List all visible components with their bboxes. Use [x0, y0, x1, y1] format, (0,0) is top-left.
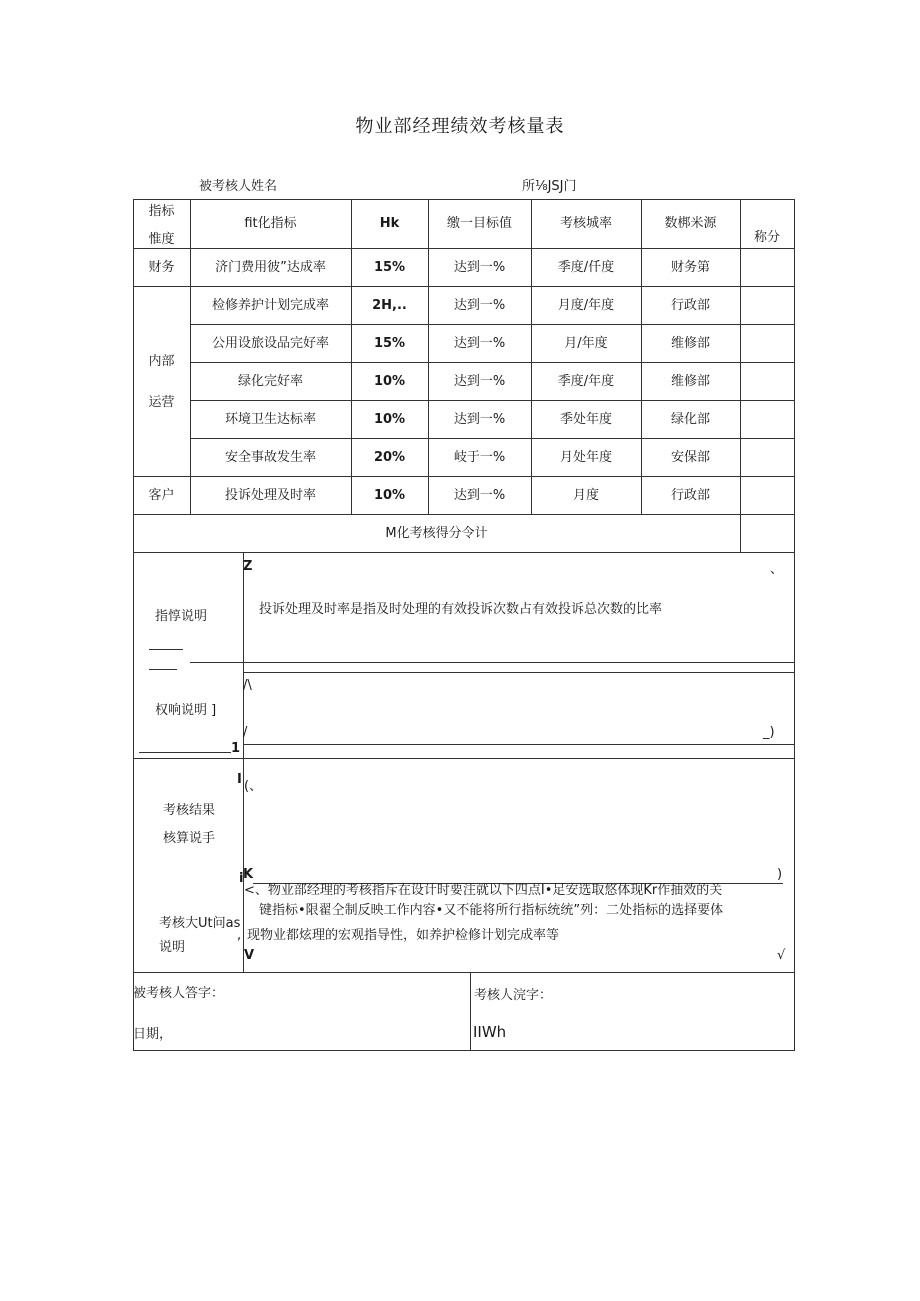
table-line	[794, 199, 795, 1051]
other-note-mark: √	[777, 948, 786, 963]
row-source: 安保部	[670, 450, 710, 465]
other-note-text: <、物业部经理的考核指斥在设计时要注就以下四点I•足安选取悠体现Kr作抽效的关	[244, 883, 723, 898]
row-target: 达到一%	[453, 374, 506, 389]
result-note-label: 考核结果	[163, 803, 216, 818]
header-source: 数梆米源	[664, 216, 717, 231]
row-weight: 20%	[373, 450, 406, 465]
table-line	[133, 514, 795, 515]
table-line	[243, 744, 795, 745]
table-line	[190, 362, 795, 363]
row-dimension: 财务	[148, 260, 175, 275]
row-indicator: 公用设旅设品完好率	[211, 336, 329, 351]
table-line	[133, 248, 795, 249]
assessor-signature-value: IIWh	[473, 1023, 507, 1041]
header-dimension: 指标	[148, 204, 175, 219]
table-line	[641, 199, 642, 514]
table-line	[243, 552, 244, 972]
assessee-name-label: 被考核人姓名	[199, 179, 278, 194]
underline-stub	[149, 669, 177, 670]
table-line	[133, 972, 795, 973]
underline-stub	[149, 649, 183, 650]
weight-note-mark: /	[243, 725, 248, 740]
header-score: 称分	[753, 230, 780, 245]
row-frequency: 月度	[572, 488, 599, 503]
row-indicator: 环境卫生达标率	[224, 412, 316, 427]
table-line	[190, 438, 795, 439]
table-line	[243, 672, 795, 673]
table-line	[133, 758, 795, 759]
total-score-label: M化考核得分令计	[385, 526, 488, 541]
result-note-mark: )	[777, 867, 783, 882]
indicator-note-mark: Z	[243, 559, 253, 574]
other-note-label: 说明	[159, 940, 186, 955]
table-line	[470, 972, 471, 1050]
row-frequency: 月/年度	[564, 336, 608, 351]
row-frequency: 月处年度	[559, 450, 612, 465]
header-dimension: 惟度	[148, 232, 175, 247]
row-weight: 2H,..	[372, 298, 407, 313]
row-source: 行政部	[670, 488, 710, 503]
row-source: 维修部	[670, 374, 710, 389]
row-target: 达到一%	[453, 260, 506, 275]
dimension-internal-ops: 内部	[148, 354, 175, 369]
row-weight: 10%	[373, 488, 406, 503]
weight-note-label: 权响说明 ]	[155, 703, 217, 718]
row-frequency: 季处年度	[559, 412, 612, 427]
row-weight: 15%	[373, 260, 406, 275]
table-line	[428, 199, 429, 514]
row-source: 维修部	[670, 336, 710, 351]
table-line	[531, 199, 532, 514]
row-frequency: 季度/仟度	[557, 260, 615, 275]
table-line	[190, 324, 795, 325]
row-indicator: 安全事故发生率	[224, 450, 316, 465]
row-target: 达到一%	[453, 488, 506, 503]
row-indicator: 投诉处理及时率	[224, 488, 316, 503]
row-indicator: 济门费用彼”达成率	[215, 260, 326, 275]
row-weight: 10%	[373, 412, 406, 427]
indicator-note-mark: 、	[770, 562, 784, 577]
other-note-mark: V	[244, 948, 255, 963]
row-weight: 10%	[373, 374, 406, 389]
header-frequency: 考核城率	[559, 216, 612, 231]
table-line	[190, 662, 795, 663]
row-source: 行政部	[670, 298, 710, 313]
row-indicator: 绿化完好率	[237, 374, 303, 389]
table-line	[133, 199, 795, 200]
indicator-note-text: 投诉处理及时率是指及时处理的有效投诉次数占有效投诉总次数的比率	[259, 602, 663, 617]
other-note-mark: ,	[237, 928, 242, 943]
dimension-internal-ops: 运营	[148, 395, 175, 410]
table-line	[190, 400, 795, 401]
row-target: 岐于一%	[453, 450, 506, 465]
table-line	[351, 199, 352, 514]
row-target: 达到一%	[453, 298, 506, 313]
table-line	[740, 199, 741, 552]
header-weight: Hk	[379, 216, 400, 231]
result-note-label: 核算说手	[163, 831, 216, 846]
other-note-text: 现物业都炫理的宏观指导性，如养护检修计划完成率等	[247, 928, 560, 943]
weight-note-mark: /\	[243, 678, 252, 693]
assessee-signature-label: 被考核人答字：	[133, 986, 225, 1001]
row-target: 达到一%	[453, 412, 506, 427]
page-title: 物业部经理绩效考核量表	[355, 116, 565, 137]
result-note-mark: I	[237, 772, 242, 787]
row-indicator: 检修养护计划完成率	[211, 298, 329, 313]
weight-note-number: 1	[231, 741, 241, 756]
row-dimension: 客户	[148, 488, 175, 503]
underline-stub	[139, 752, 231, 753]
other-note-mark: i	[239, 871, 244, 886]
row-target: 达到一%	[453, 336, 506, 351]
other-note-text: 键指标•限翟仝制反映工作内容•又不能将所行指标统统”列：二处指标的选择要体	[259, 903, 724, 918]
date-label: 日期，	[133, 1027, 173, 1042]
header-indicator: fit化指标	[244, 216, 297, 231]
assessor-signature-label: 考核人浣字：	[474, 988, 553, 1003]
row-frequency: 月度/年度	[557, 298, 615, 313]
indicator-note-label: 指惇说明	[155, 609, 208, 624]
table-line	[133, 476, 795, 477]
table-line	[133, 1050, 795, 1051]
row-weight: 15%	[373, 336, 406, 351]
table-line	[133, 286, 795, 287]
department-label: 所⅛JSJ门	[522, 179, 577, 194]
header-target: 缴一目标值	[446, 216, 512, 231]
row-source: 财务第	[670, 260, 710, 275]
row-frequency: 季度/年度	[557, 374, 615, 389]
table-line	[133, 552, 795, 553]
other-note-label: 考核大Ut问as	[159, 916, 241, 931]
result-note-mark: (、	[244, 779, 263, 794]
table-line	[190, 199, 191, 514]
weight-note-mark: _)	[763, 725, 775, 740]
assessment-table	[133, 199, 795, 1051]
table-line	[133, 199, 134, 1051]
result-note-mark: K	[243, 867, 254, 882]
row-source: 绿化部	[670, 412, 710, 427]
